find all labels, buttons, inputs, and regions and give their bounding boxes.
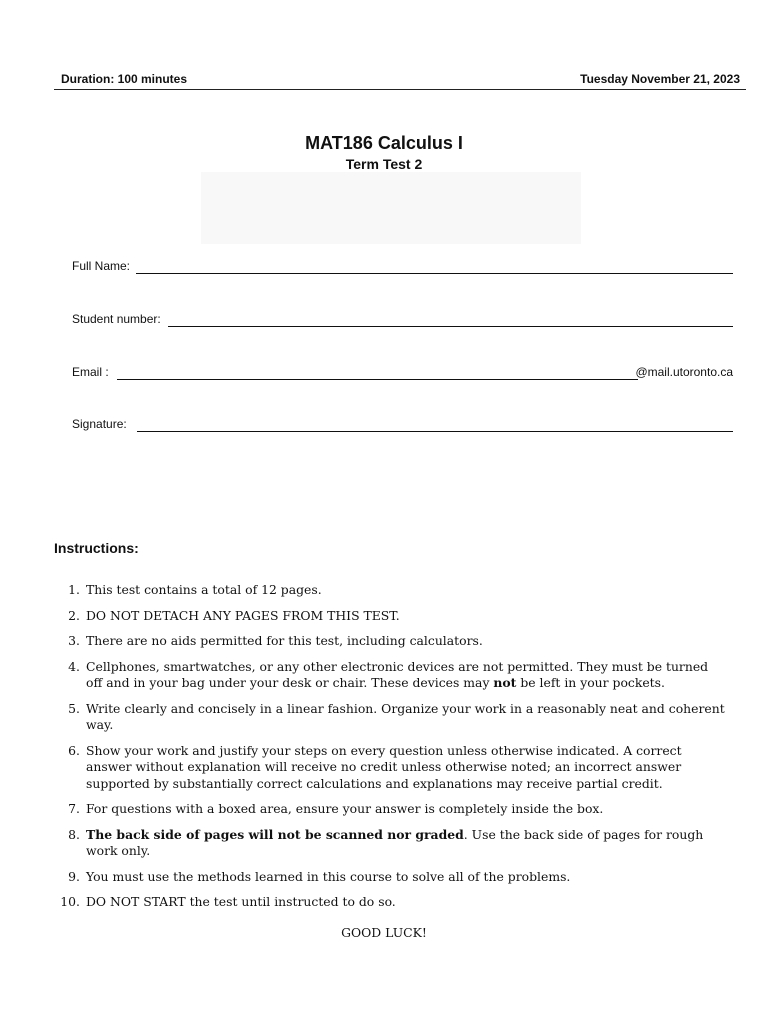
list-item: 6. Show your work and justify your steps on every question unless otherwise indicated. A correct answer without explanation will receive no credit unless otherwise noted; an incorrect answer supported by substantially correct calculations and explanations may receive partial credit.: [68, 742, 682, 791]
list-item: 3. There are no aids permitted for this test, including calculators.: [68, 633, 483, 648]
list-item: 10. DO NOT START the test until instructed to do so.: [60, 894, 396, 909]
test-subtitle: Term Test 2: [345, 156, 423, 172]
instructions-heading: Instructions:: [54, 540, 139, 556]
instructions-list: [56, 582, 726, 920]
list-item: 4. Cellphones, smartwatches, or any other electronic devices are not permitted. They must be turned off and in your bag under your desk or chair. These devices may not be left in your pockets.: [68, 658, 709, 690]
list-item: 2. DO NOT DETACH ANY PAGES FROM THIS TEST.: [68, 607, 400, 623]
page-header: [54, 70, 746, 90]
student-number-label: Student number:: [72, 312, 161, 326]
signature-label: Signature:: [72, 417, 127, 431]
duration-text: Duration: 100 minutes: [61, 72, 188, 86]
student-number-line[interactable]: [168, 326, 733, 327]
redacted-area: [201, 172, 581, 244]
list-item: 5. Write clearly and concisely in a linear fashion. Organize your work in a reasonably neat and coherent way.: [68, 700, 725, 732]
email-field[interactable]: [72, 364, 733, 380]
email-domain: @mail.utoronto.ca: [635, 365, 733, 379]
full-name-line[interactable]: [136, 273, 733, 274]
course-title: MAT186 Calculus I: [305, 133, 463, 153]
email-label: Email :: [72, 365, 109, 379]
list-item: 1. This test contains a total of 12 pages.: [68, 582, 322, 597]
signature-field[interactable]: [72, 416, 733, 432]
date-text: Tuesday November 21, 2023: [580, 72, 740, 86]
student-number-field[interactable]: [72, 311, 733, 327]
email-line[interactable]: [117, 379, 638, 380]
list-item: 7. For questions with a boxed area, ensure your answer is completely inside the box.: [68, 801, 604, 816]
full-name-label: Full Name:: [72, 259, 131, 273]
good-luck-text: GOOD LUCK!: [341, 925, 427, 940]
list-item: 9. You must use the methods learned in this course to solve all of the problems.: [68, 868, 571, 884]
signature-line[interactable]: [137, 431, 733, 432]
full-name-field[interactable]: [72, 258, 733, 274]
list-item: 8. The back side of pages will not be scanned nor graded. Use the back side of pages for rough work only.: [68, 826, 704, 858]
